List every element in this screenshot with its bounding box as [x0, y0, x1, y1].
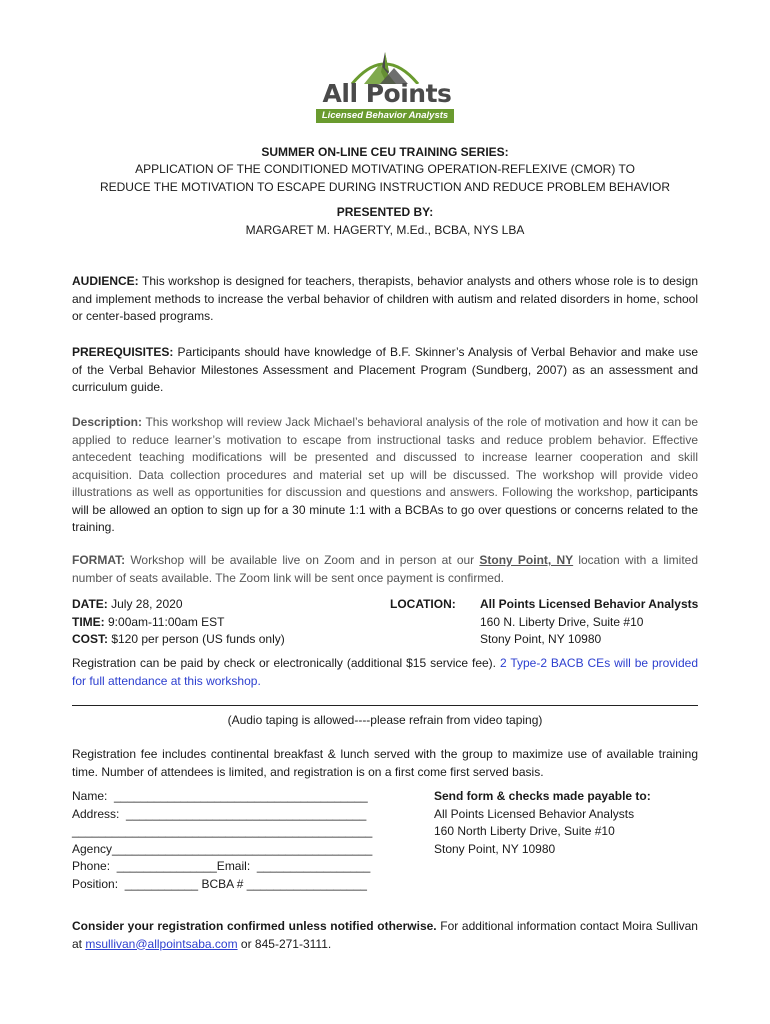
footer-contact-text: For additional information contact Moira Sullivan at: [72, 919, 698, 951]
taping-note: (Audio taping is allowed----please refrain from video taping): [227, 713, 543, 727]
logo-tagline: Licensed Behavior Analysts: [316, 109, 454, 123]
registration-text: Registration can be paid by check or electronically (additional $15 service fee).: [72, 656, 500, 670]
stony-point-link[interactable]: Stony Point, NY: [479, 553, 574, 567]
footer-paragraph: [72, 918, 698, 953]
format-text-after: location with a limited number of seats available. The Zoom link will be sent once payment is confirmed.: [72, 553, 699, 585]
send-to-line2: 160 North Liberty Drive, Suite #10: [434, 824, 615, 838]
send-to-heading: Send form & checks made payable to:: [434, 789, 651, 803]
contact-phone: or 845-271-3111.: [237, 936, 332, 951]
time-value: 9:00am-11:00am EST: [104, 614, 225, 629]
ce-note: 2 Type-2 BACB CEs will be provided for full attendance at this workshop.: [72, 656, 698, 688]
audience-label: AUDIENCE:: [72, 274, 139, 288]
prerequisites-paragraph: [72, 344, 698, 397]
presenter-name: MARGARET M. HAGERTY, M.Ed., BCBA, NYS LBA: [245, 223, 525, 237]
send-to-line3: Stony Point, NY 10980: [434, 841, 556, 856]
prerequisites-label: PREREQUISITES:: [72, 345, 174, 359]
time-label: TIME:: [72, 614, 105, 629]
contact-email-link[interactable]: msullivan@allpointsaba.com: [85, 936, 238, 951]
all-points-logo: [312, 50, 458, 128]
date-value: July 28, 2020: [107, 597, 183, 611]
format-paragraph: [72, 552, 698, 587]
description-text-followup: participants will be allowed an option to sign up for a 30 minute 1:1 with a BCBAs to go over questions or concerns related to the training.: [72, 485, 699, 534]
date-label: DATE:: [72, 597, 108, 611]
format-label: FORMAT:: [72, 553, 126, 567]
agency-field[interactable]: Agency_______________________________________: [72, 841, 373, 856]
description-label: Description:: [72, 415, 143, 429]
description-text: This workshop will review Jack Michael’s behavioral analysis of the role of motivation and how it can be applied to reduce learner’s motivation to escape from instructional tasks and reduce problem behavior. Effective antecedent teaching modifications will be presented and discussed to increase learner cooperation and skill acquisition. Data collection procedures and material set up will be discussed. The workshop will provide video illustrations as well as opportunities for discussion and questions and answers. Following the workshop,: [72, 415, 698, 499]
audience-paragraph: [72, 273, 698, 326]
format-text-before: Workshop will be available live on Zoom and in person at our: [125, 553, 480, 567]
fee-note: Registration fee includes continental breakfast & lunch served with the group to maximize use of available training time. Number of attendees is limited, and registration is on a first come first served basis.: [72, 747, 698, 779]
position-bcba-field[interactable]: Position: ___________ BCBA # __________________: [72, 876, 367, 891]
event-details: [72, 596, 372, 649]
cost-label: COST:: [72, 632, 108, 646]
location-address: [480, 596, 720, 649]
description-paragraph: [72, 414, 698, 537]
audience-text: This workshop is designed for teachers, therapists, behavior analysts and others whose role is to design and implement methods to increase the verbal behavior of children with autism and related disorders in home, school or center-based programs.: [72, 274, 698, 323]
phone-email-field[interactable]: Phone: _______________Email: _________________: [72, 859, 371, 873]
series-title: SUMMER ON-LINE CEU TRAINING SERIES:: [261, 145, 509, 159]
location-name: All Points Licensed Behavior Analysts: [480, 597, 699, 611]
presented-by-label: PRESENTED BY:: [336, 205, 434, 219]
workshop-title-line1: APPLICATION OF THE CONDITIONED MOTIVATING OPERATION-REFLEXIVE (CMOR) TO: [135, 162, 635, 176]
location-city: Stony Point, NY 10980: [480, 632, 602, 646]
location-label: LOCATION:: [390, 597, 456, 611]
registration-paragraph: [72, 655, 698, 690]
divider-line: [72, 705, 698, 706]
prerequisites-text: Participants should have knowledge of B.F. Skinner’s Analysis of Verbal Behavior and make use of the Verbal Behavior Milestones Assessment and Placement Program (Sundberg, 2007) as an assessment and curriculum guide.: [72, 345, 698, 394]
address-field[interactable]: Address: ____________________________________: [72, 806, 367, 821]
registration-form: [72, 788, 412, 893]
footer-confirmation: Consider your registration confirmed unless notified otherwise.: [72, 919, 437, 933]
name-field[interactable]: Name: ______________________________________: [72, 789, 368, 803]
location-street: 160 N. Liberty Drive, Suite #10: [480, 614, 644, 629]
logo-wordmark: All Points: [322, 79, 452, 108]
cost-value: $120 per person (US funds only): [108, 632, 285, 646]
workshop-title-line2: REDUCE THE MOTIVATION TO ESCAPE DURING INSTRUCTION AND REDUCE PROBLEM BEHAVIOR: [99, 180, 671, 194]
send-to-line1: All Points Licensed Behavior Analysts: [434, 806, 635, 821]
address-field-line2[interactable]: _____________________________________________: [72, 824, 373, 838]
send-to-block: [434, 788, 704, 858]
